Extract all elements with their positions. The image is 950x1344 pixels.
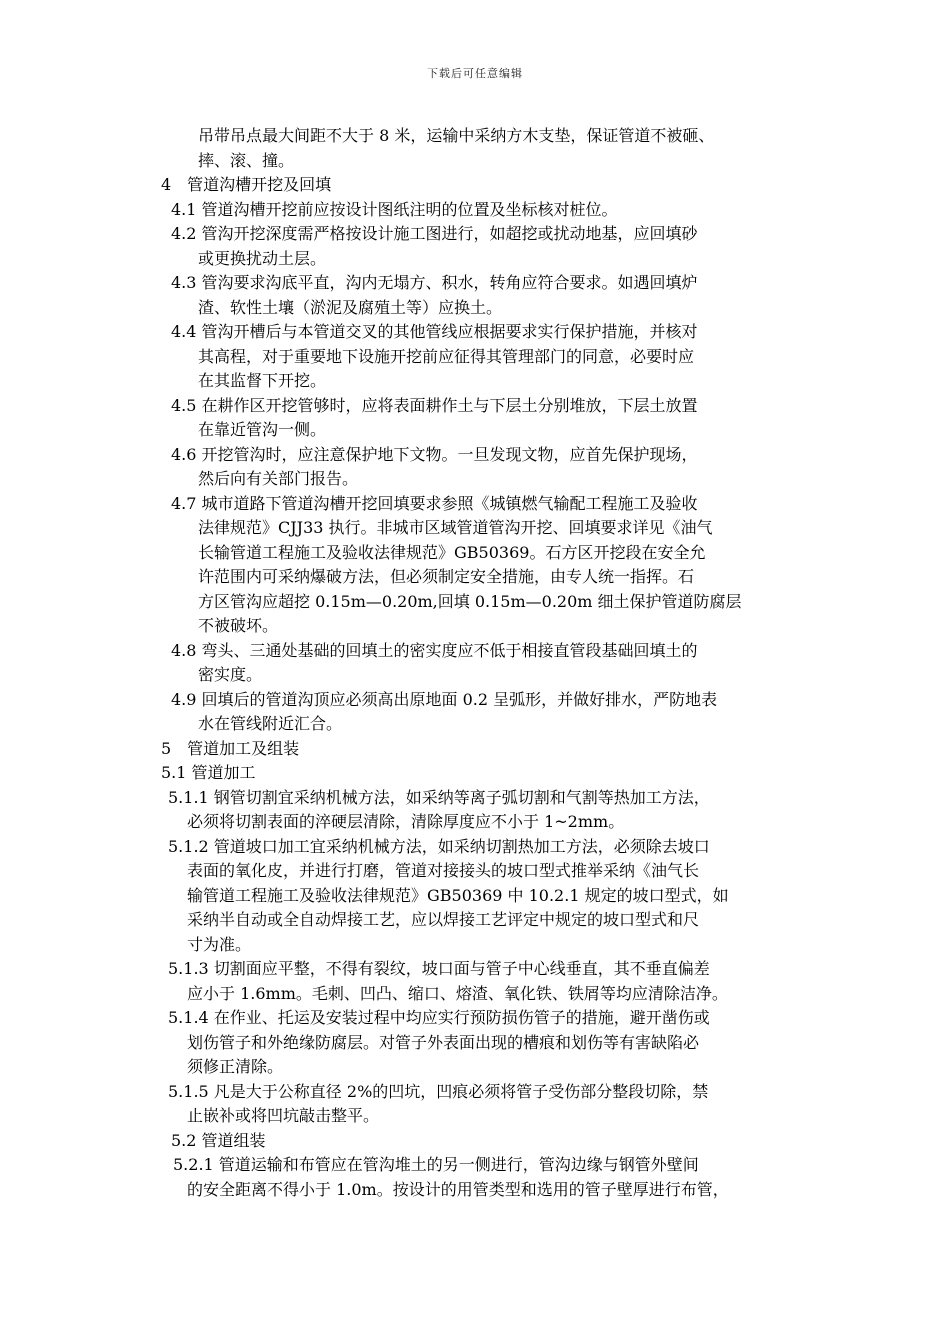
text-line: 的安全距离不得小于 1.0m。按设计的用管类型和选用的管子壁厚进行布管， [187, 1179, 729, 1199]
text-line: 5.1.3 切割面应平整，不得有裂纹，坡口面与管子中心线垂直，其不垂直偏差 [168, 959, 710, 978]
text-line: 5.1.5 凡是大于公称直径 2%的凹坑，凹痕必须将管子受伤部分整段切除，禁 [168, 1081, 709, 1101]
text-line: 吊带吊点最大间距不大于 8 米，运输中采纳方木支垫，保证管道不被砸、 [198, 126, 715, 145]
text-line: 水在管线附近汇合。 [198, 714, 343, 733]
text-line: 不被破坏。 [198, 616, 279, 635]
page-header: 下载后可任意编辑 [427, 67, 523, 80]
text-line: 5.1.1 钢管切割宜采纳机械方法，如采纳等离子弧切割和气割等热加工方法， [168, 787, 710, 807]
text-line: 必须将切割表面的淬硬层清除，清除厚度应不小于 1~2mm。 [187, 812, 625, 831]
text-line: 其高程，对于重要地下设施开挖前应征得其管理部门的同意，必要时应 [198, 346, 695, 366]
text-line: 4.6 开挖管沟时，应注意保护地下文物。一旦发现文物，应首先保护现场， [171, 444, 698, 464]
text-line: 然后向有关部门报告。 [198, 469, 359, 488]
text-line: 4.4 管沟开槽后与本管道交叉的其他管线应根据要求实行保护措施，并核对 [171, 322, 698, 341]
text-line: 或更换扰动土层。 [198, 248, 327, 268]
text-line: 表面的氧化皮，并进行打磨，管道对接接头的坡口型式推举采纳《油气长 [187, 861, 700, 880]
text-line: 渣、软性土壤（淤泥及腐殖土等）应换土。 [198, 297, 503, 317]
section-heading: 5 管道加工及组装 [161, 738, 300, 758]
text-line: 法律规范》CJJ33 执行。非城市区域管道管沟开挖、回填要求详见《油气 [198, 518, 713, 537]
text-line: 寸为准。 [187, 934, 252, 954]
text-line: 输管道工程施工及验收法律规范》GB50369 中 10.2.1 规定的坡口型式，如 [187, 885, 729, 905]
text-line: 5.2.1 管道运输和布管应在管沟堆土的另一侧进行，管沟边缘与钢管外壁间 [173, 1155, 699, 1174]
text-line: 划伤管子和外绝缘防腐层。对管子外表面出现的槽痕和划伤等有害缺陷必 [187, 1032, 700, 1052]
text-line: 摔、滚、撞。 [198, 150, 295, 170]
text-line: 止嵌补或将凹坑敲击整平。 [187, 1106, 380, 1125]
text-line: 4.1 管道沟槽开挖前应按设计图纸注明的位置及坐标核对桩位。 [171, 199, 618, 219]
text-line: 4.7 城市道路下管道沟槽开挖回填要求参照《城镇燃气输配工程施工及验收 [171, 493, 698, 513]
text-line: 长输管道工程施工及验收法律规范》GB50369。石方区开挖段在安全允 [198, 542, 706, 562]
text-line: 应小于 1.6mm。毛刺、凹凸、缩口、熔渣、氧化铁、铁屑等均应清除洁净。 [187, 983, 728, 1003]
text-line: 在其监督下开挖。 [198, 371, 327, 390]
text-line: 5.1.4 在作业、托运及安装过程中均应实行预防损伤管子的措施，避开凿伤或 [168, 1008, 710, 1027]
text-line: 4.5 在耕作区开挖管够时，应将表面耕作土与下层土分别堆放，下层土放置 [171, 395, 698, 415]
section-heading: 4 管道沟槽开挖及回填 [161, 175, 332, 194]
text-line: 4.3 管沟要求沟底平直，沟内无塌方、积水，转角应符合要求。如遇回填炉 [171, 273, 698, 292]
subsection-heading: 5.2 管道组装 [171, 1130, 266, 1150]
text-line: 在靠近管沟一侧。 [198, 420, 327, 439]
text-line: 5.1.2 管道坡口加工宜采纳机械方法，如采纳切割热加工方法，必须除去坡口 [168, 836, 710, 856]
text-line: 密实度。 [198, 665, 263, 684]
text-line: 许范围内可采纳爆破方法，但必须制定安全措施，由专人统一指挥。石 [198, 567, 695, 586]
subsection-heading: 5.1 管道加工 [161, 763, 256, 782]
text-line: 方区管沟应超挖 0.15m—0.20m,回填 0.15m—0.20m 细土保护管道防腐层 [198, 591, 742, 611]
text-line: 4.9 回填后的管道沟顶应必须高出原地面 0.2 呈弧形，并做好排水，严防地表 [171, 689, 718, 709]
text-line: 采纳半自动或全自动焊接工艺，应以焊接工艺评定中规定的坡口型式和尺 [187, 910, 700, 929]
text-line: 4.2 管沟开挖深度需严格按设计施工图进行，如超挖或扰动地基，应回填砂 [171, 224, 698, 243]
text-line: 须修正清除。 [187, 1057, 284, 1076]
text-line: 4.8 弯头、三通处基础的回填土的密实度应不低于相接直管段基础回填土的 [171, 640, 698, 660]
